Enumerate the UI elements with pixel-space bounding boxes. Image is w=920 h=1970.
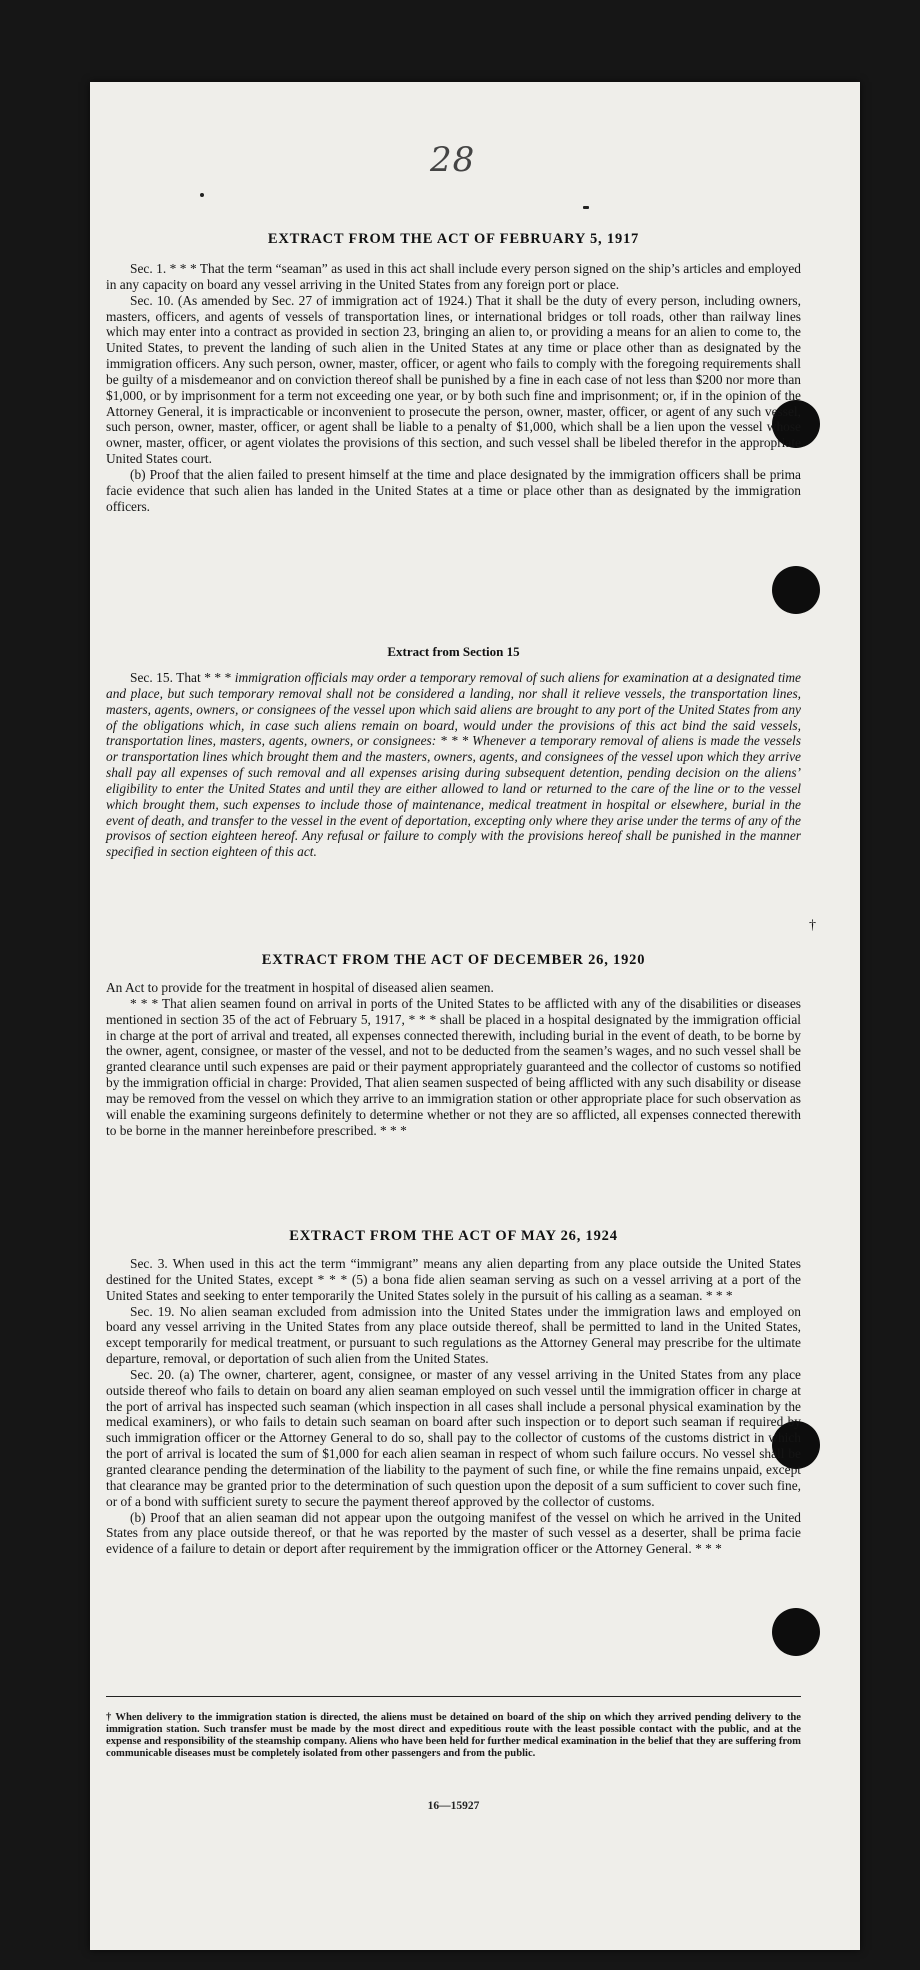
dagger-mark: † — [809, 918, 816, 933]
paragraph-act-title: An Act to provide for the treatment in hospital of diseased alien seamen. — [106, 980, 494, 995]
heading-act-feb-1917: EXTRACT FROM THE ACT OF FEBRUARY 5, 1917 — [267, 231, 640, 247]
footnote: † When delivery to the immigration station is directed, the aliens must be detained on board of the ship on which they arrived pending delivery to the immigration station. Such transfer must be made by the most direct and expeditious route with the least possible contact with the public, and at the expense and responsibility of the steamship company. Aliens who have been held for further medical examination in the belief that they are suffering from communicable diseases must be completely isolated from other passengers and from the public. — [106, 1712, 801, 1759]
speck-mark — [583, 206, 589, 209]
paragraph-proof-b: (b) Proof that the alien failed to present himself at the time and place designated by the immigration officers shall be prima facie evidence that such alien has landed in the United States at a time or place other than as designated by the immigration officers. — [106, 466, 801, 514]
section-dec-1920-body — [106, 980, 801, 1138]
heading-section-15: Extract from Section 15 — [387, 644, 520, 659]
sec-15-lead: Sec. 15. That * * * — [130, 670, 235, 685]
paragraph-diseased-seamen: * * * That alien seamen found on arrival in ports of the United States to be afflicted with any of the disabilities or diseases mentioned in section 35 of the act of February 5, 1917, * * * shall be placed in a hospital designated by the immigration official in charge at the port of arrival and treated, all expenses connected therewith, including burial in the event of death, to be borne by the owner, agent, consignee, or master of the vessel, and not to be deducted from the seamen’s wages, and no such vessel shall be granted clearance until such expenses are paid or their payment appropriately guaranteed and the collector of customs so notified by the immigration official in charge: Provided, That alien seamen suspected of being afflicted with any such disability or disease may be removed from the vessel on which they arrive to an immigration station or other appropriate place for such observation as will enable the examining surgeons definitely to determine whether or not they are so afflicted, all expenses connected therewith to be borne in the manner hereinbefore prescribed. * * * — [106, 995, 801, 1138]
sec-15-italic-text: immigration officials may order a temporary removal of such aliens for examination at a designated time and place, but such temporary removal shall not be considered a landing, nor shall it relieve vessels, the transportation lines, masters, agents, owners, or consignees of the vessel upon which said aliens are brought to any port of the United States from any of the obligations which, in case such aliens remain on board, would under the provisions of this act bind the said vessels, transportation lines, masters, agents, owners, or consignees: * * * Whenever a temporary removal of aliens is made the vessels or transportation lines which brought them and the masters, owners, agents, and consignees of the vessel upon which they arrive shall pay all expenses of such removal and all expenses arising during subsequent detention, pending decision on the aliens’ eligibility to enter the United States and until they are either allowed to land or returned to the care of the line or to the vessel which brought them, such expenses to include those of maintenance, medical treatment in hospital or elsewhere, burial in the event of death, and transfer to the vessel in the event of deportation, excepting only where they arise under the terms of any of the provisos of section eighteen hereof. Any refusal or failure to comply with the provisions hereof shall be punished in the manner specified in section eighteen of this act. — [106, 670, 801, 860]
paragraph-sec-19: Sec. 19. No alien seaman excluded from admission into the United States under the immigration laws and employed on board any vessel arriving in the United States from any place outside thereof, shall be permitted to land in the United States, except temporarily for medical treatment, or pursuant to such regulations as the Attorney General may prescribe for the ultimate departure, removal, or deportation of such alien from the United States. — [106, 1303, 801, 1367]
heading-act-dec-1920: EXTRACT FROM THE ACT OF DECEMBER 26, 1920 — [261, 952, 646, 968]
paragraph-sec-20a: Sec. 20. (a) The owner, charterer, agent, consignee, or master of any vessel arriving in the United States from any place outside thereof who fails to detain on board any alien seaman employed on such vessel until the immigration officer in charge at the port of arrival has inspected such seaman (which inspection in all cases shall include a personal physical examination by the medical examiners), or who fails to detain such seaman on board after such inspection or to deport such seaman if required by such immigration officer or the Attorney General to do so, shall pay to the collector of customs of the customs district in which the port of arrival is located the sum of $1,000 for each alien seaman in respect of whom such failure occurs. No vessel shall be granted clearance pending the determination of the liability to the payment of such fine, or while the fine remains unpaid, except that clearance may be granted prior to the determination of such question upon the deposit of a sum sufficient to cover such fine, or of a bond with sufficient surety to secure the payment thereof approved by the collector of customs. — [106, 1366, 801, 1509]
paragraph-sec-10: Sec. 10. (As amended by Sec. 27 of immigration act of 1924.) That it shall be the duty of every person, including owners, masters, officers, and agents of vessels of transportation lines, or international bridges or toll roads, other than railway lines which may enter into a contract as provided in section 23, bringing an alien to, or providing a means for an alien to come to, the United States, to prevent the landing of such alien in the United States at any time or place other than as designated by the immigration officers. Any such person, owner, master, officer, or agent who fails to comply with the foregoing requirements shall be guilty of a misdemeanor and on conviction thereof shall be punished by a fine in each case of not less than $200 nor more than $1,000, or by imprisonment for a term not exceeding one year, or by both such fine and imprisonment; or, if in the opinion of the Attorney General, it is impracticable or inconvenient to prosecute the person, owner, master, officer, or agent of any such vessel, such person, owner, master, officer, or agent shall be liable to a penalty of $1,000, which shall be a lien upon the vessel whose owner, master, officer, or agent violates the provisions of this section, and such vessel shall be libeled therefor in the appropriate United States court. — [106, 292, 801, 467]
section-may-1924-body — [106, 1256, 801, 1557]
section-feb-1917-body — [106, 261, 801, 515]
speck-mark — [200, 193, 204, 197]
paragraph-sec-1: Sec. 1. * * * That the term “seaman” as used in this act shall include every person signed on the ship’s articles and employed in any capacity on board any vessel arriving in the United States from any foreign port or place. — [106, 261, 801, 292]
paragraph-sec-3: Sec. 3. When used in this act the term “immigrant” means any alien departing from any place outside the United States destined for the United States, except * * * (5) a bona fide alien seaman serving as such on a vessel arriving at a port of the United States and seeking to enter temporarily the United States solely in the pursuit of his calling as a seaman. * * * — [106, 1256, 801, 1303]
footnote-divider — [106, 1696, 801, 1697]
heading-act-may-1924: EXTRACT FROM THE ACT OF MAY 26, 1924 — [289, 1228, 618, 1244]
paragraph-sec-15 — [106, 670, 801, 860]
section-15-body — [106, 670, 801, 860]
document-number: 16—15927 — [427, 1800, 480, 1812]
punch-hole — [772, 1608, 820, 1656]
handwritten-page-number: 28 — [430, 140, 476, 180]
paragraph-sec-20b: (b) Proof that an alien seaman did not appear upon the outgoing manifest of the vessel on which he arrived in the United States from any place outside thereof, or that he was reported by the master of such vessel as a deserter, shall be prima facie evidence of a failure to detain or deport after requirement by the immigration officer or the Attorney General. * * * — [106, 1509, 801, 1557]
punch-hole — [772, 566, 820, 614]
